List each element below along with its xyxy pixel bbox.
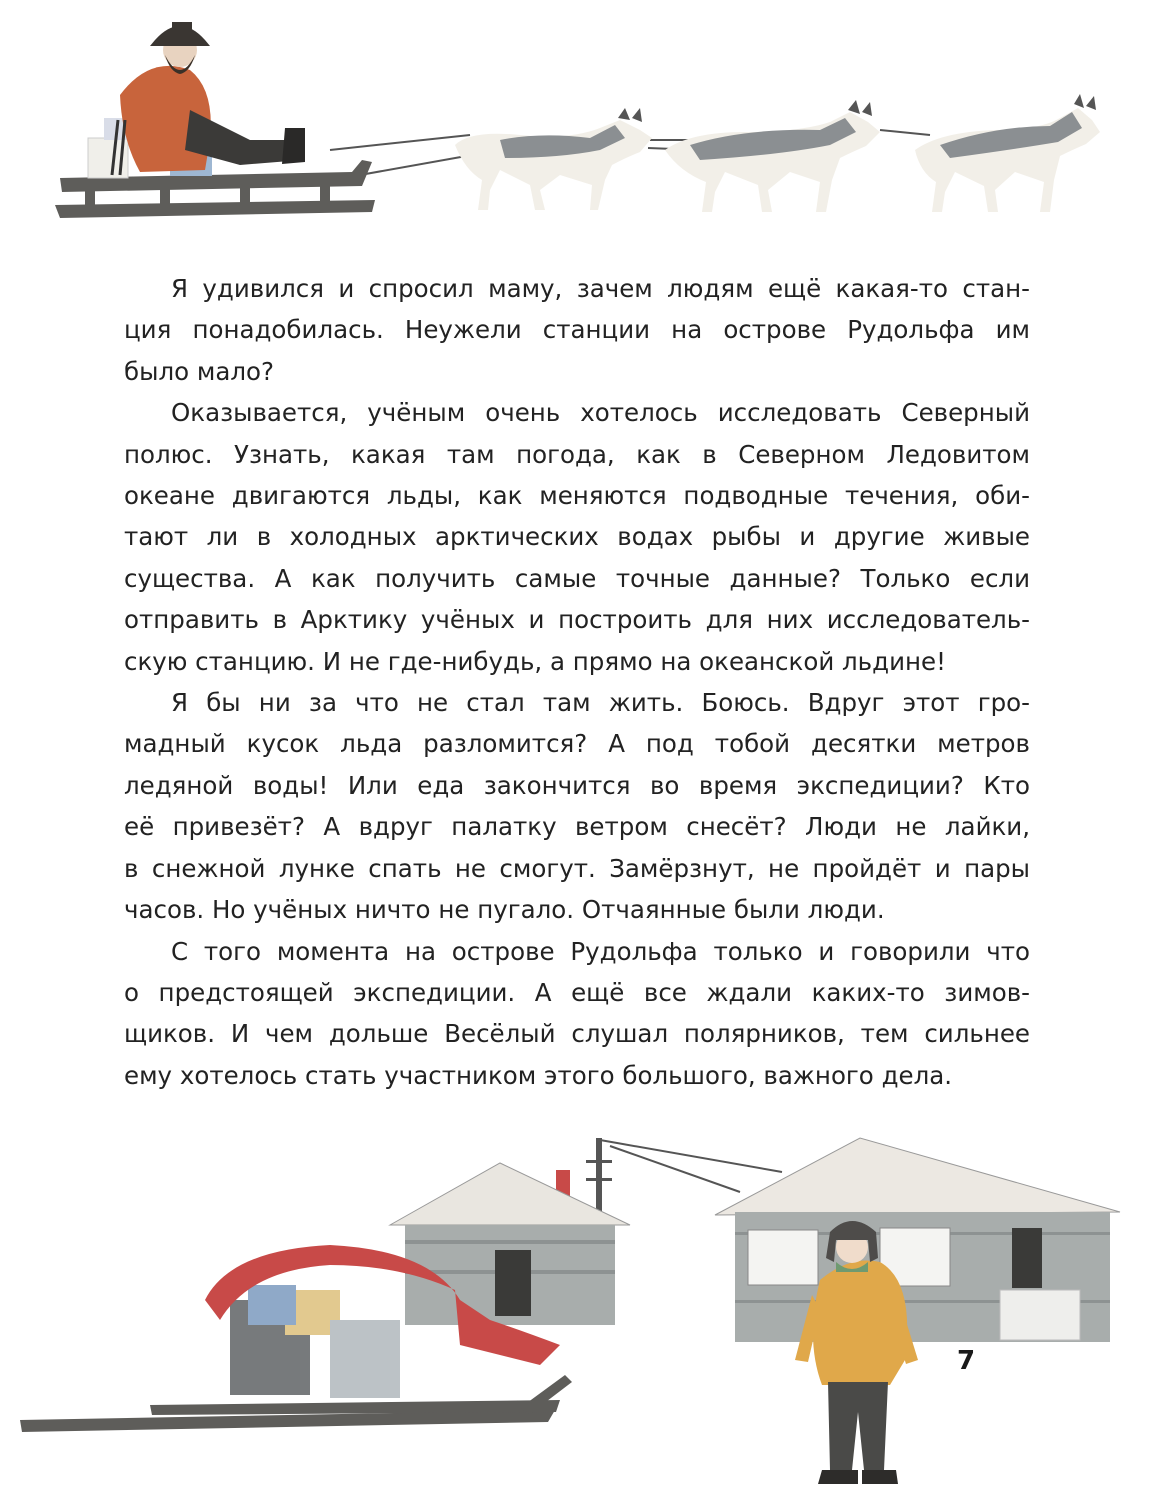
power-line	[600, 1140, 782, 1192]
text-line: Оказывается, учёным очень хотелось исследовать Северный	[171, 398, 1030, 428]
text-line: ему хотелось стать участником этого большого, важного дела.	[124, 1060, 953, 1090]
text-line: ледяной воды! Или еда закончится во время экспедиции? Кто	[124, 770, 1030, 800]
husky-3	[915, 94, 1100, 212]
small-house	[390, 1163, 630, 1325]
text-line: тают ли в холодных арктических водах рыбы и другие живые	[124, 522, 1030, 552]
story-text	[124, 268, 1030, 1096]
text-line: скую станцию. И не где-нибудь, а прямо на океанской льдине!	[124, 646, 946, 676]
top-illustration	[0, 0, 1160, 240]
text-line: полюс. Узнать, какая там погода, как в Северном Ледовитом	[124, 439, 1030, 469]
text-line: отправить в Арктику учёных и построить для них исследователь-	[124, 605, 1030, 635]
husky-1	[455, 108, 652, 210]
big-house	[715, 1138, 1120, 1342]
text-line: океане двигаются льды, как меняются подводные течения, оби-	[124, 481, 1030, 511]
text-line: в снежной лунке спать не смогут. Замёрзнут, не пройдёт и пары	[124, 853, 1030, 883]
text-line: Я бы ни за что не стал там жить. Боюсь. Вдруг этот гро-	[171, 688, 1030, 718]
paragraph	[124, 392, 1030, 682]
text-line: щиков. И чем дольше Весёлый слушал полярников, тем сильнее	[124, 1019, 1030, 1049]
text-line: часов. Но учёных ничто не пугало. Отчаянные были люди.	[124, 895, 885, 925]
husky-2	[665, 100, 880, 212]
paragraph	[124, 682, 1030, 930]
paragraph	[124, 931, 1030, 1097]
page-number: 7	[957, 1346, 976, 1376]
paragraph	[124, 268, 1030, 392]
text-line: существа. А как получить самые точные данные? Только если	[124, 563, 1030, 593]
man-on-sled	[112, 22, 305, 175]
text-line: мадный кусок льда разломится? А под тобой десятки метров	[124, 729, 1030, 759]
text-line: Я удивился и спросил маму, зачем людям ещё какая-то стан-	[171, 274, 1030, 303]
text-line: о предстоящей экспедиции. А ещё все ждали каких-то зимов-	[124, 977, 1030, 1007]
text-line: её привезёт? А вдруг палатку ветром снесёт? Люди не лайки,	[124, 812, 1030, 842]
bottom-illustration	[0, 1120, 1160, 1500]
text-line: ция понадобилась. Неужели станции на острове Рудольфа им	[124, 315, 1030, 345]
text-line: было мало?	[124, 356, 275, 386]
text-line: С того момента на острове Рудольфа только и говорили что	[171, 936, 1030, 966]
